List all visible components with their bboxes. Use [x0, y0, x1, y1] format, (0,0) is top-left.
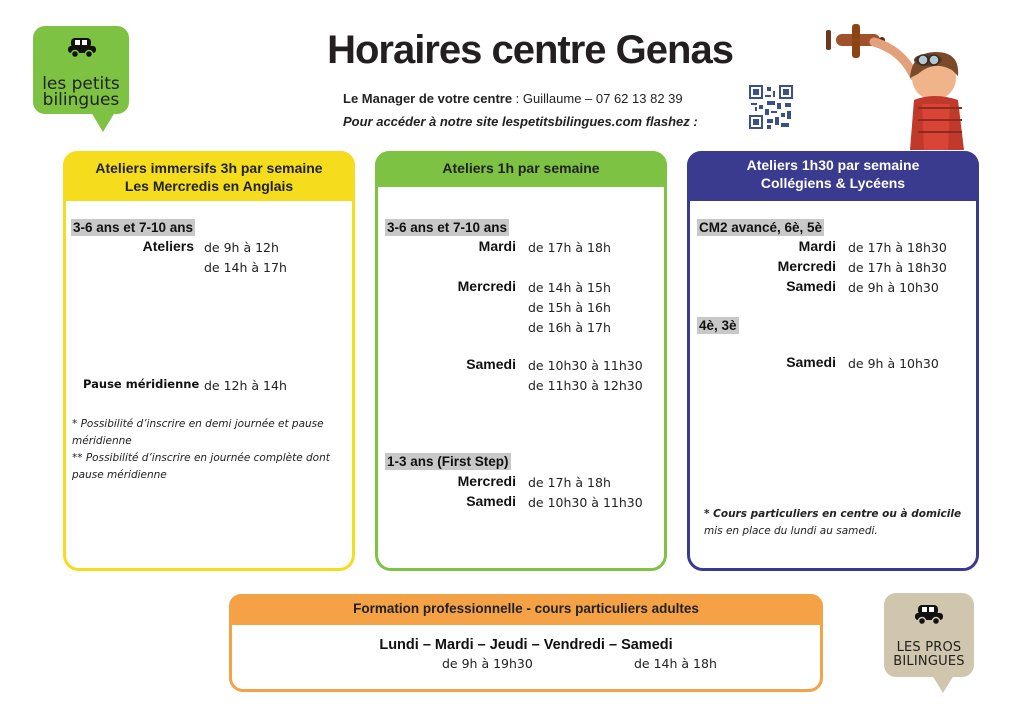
time-slot: de 9h à 10h30	[848, 280, 939, 295]
box-header: Ateliers 1h par semaine	[375, 151, 667, 187]
time-slot: de 14h à 17h	[204, 260, 287, 275]
age-group-label: CM2 avancé, 6è, 5è	[699, 220, 823, 235]
box-header-line-1: Ateliers 1h30 par semaine	[746, 157, 920, 173]
logo-text	[893, 641, 964, 669]
note-line: ** Possibilité d’inscrire en journée complète dont	[72, 452, 330, 464]
time-slot: de 9h à 12h	[204, 240, 279, 255]
time-slot: de 15h à 16h	[528, 300, 611, 315]
page-title: Horaires centre Genas	[327, 28, 733, 72]
time-slot: de 11h30 à 12h30	[528, 378, 643, 393]
time-slot: de 14h à 15h	[528, 280, 611, 295]
box-header-line-1: Ateliers immersifs 3h par semaine	[95, 160, 323, 176]
box-ateliers-1h	[375, 151, 667, 571]
time-slot: de 9h à 19h30	[442, 656, 533, 671]
logo-text	[42, 76, 120, 108]
time-slot: de 12h à 14h	[204, 378, 287, 393]
logo-line-1: les petits	[42, 74, 120, 94]
pause-label: Pause méridienne	[83, 377, 200, 391]
box-header-line-2: Collégiens & Lycéens	[760, 175, 906, 191]
time-slot: de 16h à 17h	[528, 320, 611, 335]
box-header: Formation professionnelle - cours particuliers adultes	[229, 594, 823, 625]
time-slot: de 9h à 10h30	[848, 356, 939, 371]
access-text: Pour accéder à notre site lespetitsbilingues.com flashez :	[343, 114, 698, 129]
manager-line	[343, 91, 683, 106]
note-line: méridienne	[72, 435, 132, 447]
box-ateliers-immersifs	[63, 151, 355, 571]
day-label: Samedi	[466, 493, 516, 509]
time-slot: de 17h à 18h	[528, 475, 611, 490]
day-label: Mercredi	[457, 473, 516, 489]
day-label: Mercredi	[457, 278, 516, 294]
day-label: Samedi	[466, 356, 516, 372]
note-line: mis en place du lundi au samedi.	[704, 525, 878, 537]
note-line: * Possibilité d’inscrire en demi journée et pause	[72, 418, 324, 430]
day-label: Mardi	[478, 238, 516, 254]
manager-label: Le Manager de votre centre	[343, 91, 513, 106]
day-label: Samedi	[786, 278, 836, 294]
age-group-label: 4è, 3è	[699, 318, 737, 333]
age-group-label: 1-3 ans (First Step)	[387, 454, 509, 469]
box-header	[63, 151, 355, 201]
note-line: pause méridienne	[72, 469, 167, 481]
box-header-line-2: Les Mercredis en Anglais	[124, 178, 294, 194]
time-slot: de 17h à 18h30	[848, 240, 947, 255]
note-line: * Cours particuliers en centre ou à domicile	[704, 508, 962, 520]
box-formation-professionnelle	[229, 594, 823, 692]
day-label: Mardi	[798, 238, 836, 254]
logo-line-2: BILINGUES	[893, 654, 965, 669]
age-group-label: 3-6 ans et 7-10 ans	[387, 220, 508, 235]
child-airplane-illustration	[822, 20, 982, 150]
box-ateliers-1h30	[687, 151, 979, 571]
time-slot: de 10h30 à 11h30	[528, 358, 643, 373]
qr-code-icon[interactable]	[749, 85, 793, 129]
day-label: Samedi	[786, 354, 836, 370]
day-label: Ateliers	[142, 238, 194, 254]
day-label: Mercredi	[777, 258, 836, 274]
time-slot: de 17h à 18h30	[848, 260, 947, 275]
time-slot: de 10h30 à 11h30	[528, 495, 643, 510]
time-slot: de 14h à 18h	[634, 656, 717, 671]
car-icon	[913, 601, 945, 625]
age-group-label: 3-6 ans et 7-10 ans	[73, 220, 194, 235]
les-pros-bilingues-logo	[884, 593, 974, 677]
logo-line-1: LES PROS	[896, 640, 962, 655]
manager-value: : Guillaume – 07 62 13 82 39	[512, 91, 683, 106]
time-slot: de 17h à 18h	[528, 240, 611, 255]
days-line: Lundi – Mardi – Jeudi – Vendredi – Samedi	[379, 637, 673, 653]
logo-line-2: bilingues	[42, 90, 120, 110]
box-header	[687, 151, 979, 201]
